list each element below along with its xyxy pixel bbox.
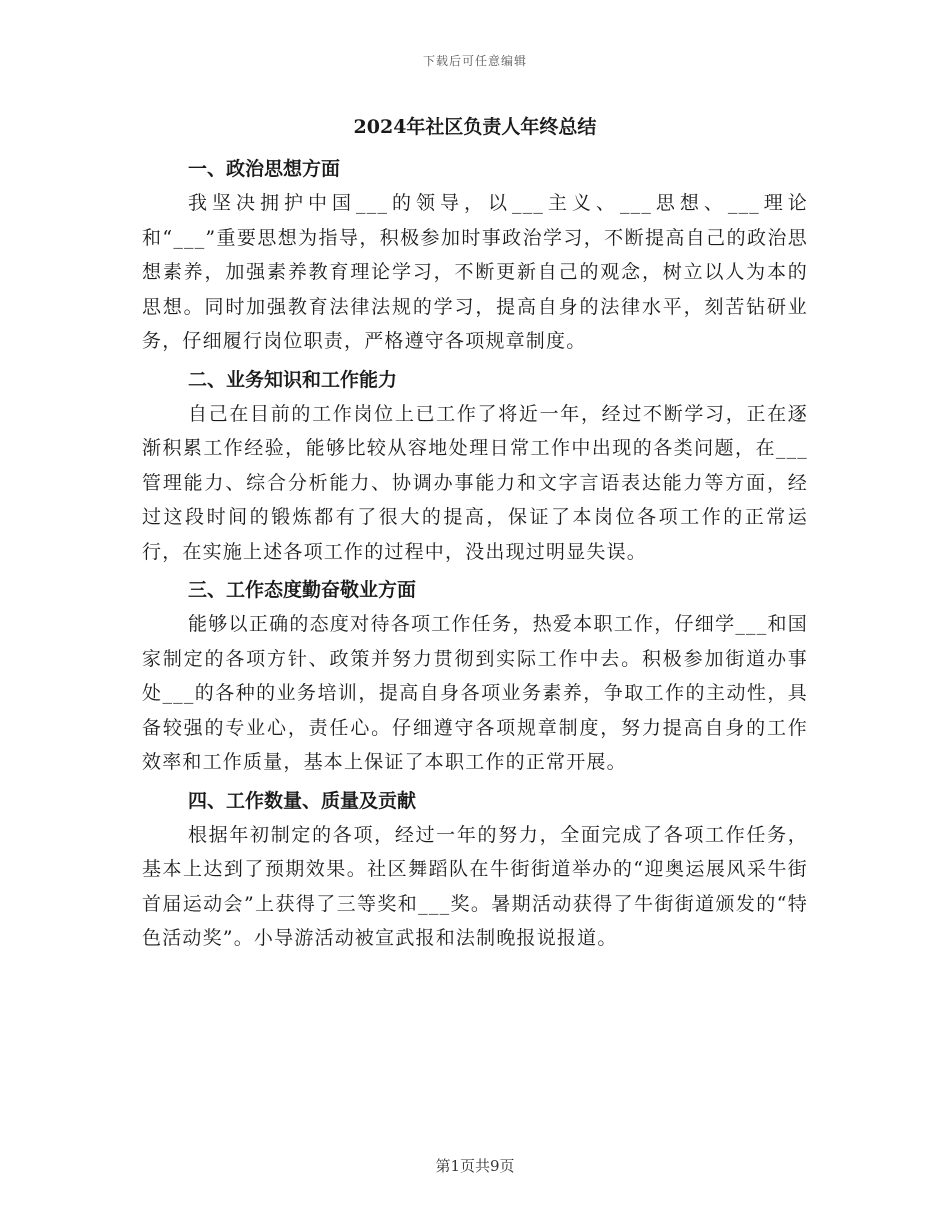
section-heading-4: 四、工作数量、质量及贡献: [188, 789, 417, 812]
section-heading-1: 一、政治思想方面: [188, 158, 341, 180]
page-number-footer: 第1页共9页: [435, 1157, 515, 1175]
section-paragraph-1: 我坚决拥护中国___的领导，以___主义、___思想、___理论和“___”重要思想为指导，积极参加时事政治学习，不断提高自己的政治思想素养，加强素养教育理论学习，不断更新自己的观念，树立以人为本的思想。同时加强教育法律法规的学习，提高自身的法律水平，刻苦钻研业务，仔细履行岗位职责，严格遵守各项规章制度。: [142, 192, 808, 352]
section-paragraph-3: 能够以正确的态度对待各项工作任务，热爱本职工作，仔细学___和国家制定的各项方针、政策并努力贯彻到实际工作中去。积极参加街道办事处___的各种的业务培训，提高自身各项业务素养，争取工作的主动性，具备较强的专业心，责任心。仔细遵守各项规章制度，努力提高自身的工作效率和工作质量，基本上保证了本职工作的正常开展。: [142, 613, 808, 773]
section-heading-2: 二、业务知识和工作能力: [188, 368, 398, 391]
page-header-note: 下载后可任意编辑: [422, 54, 527, 68]
section-paragraph-4: 根据年初制定的各项，经过一年的努力，全面完成了各项工作任务，基本上达到了预期效果。社区舞蹈队在牛街街道举办的“迎奥运展风采牛街首届运动会”上获得了三等奖和___奖。暑期活动获得了牛街街道颁发的“特色活动奖”。小导游活动被宣武报和法制晚报说报道。: [142, 823, 808, 949]
section-paragraph-2: 自己在目前的工作岗位上已工作了将近一年，经过不断学习，正在逐渐积累工作经验，能够比较从容地处理日常工作中出现的各类问题，在___管理能力、综合分析能力、协调办事能力和文字言语表达能力等方面，经过这段时间的锻炼都有了很大的提高，保证了本岗位各项工作的正常运行，在实施上述各项工作的过程中，没出现过明显失误。: [142, 402, 808, 563]
section-heading-3: 三、工作态度勤奋敬业方面: [188, 579, 417, 601]
document-title: 2024年社区负责人年终总结: [353, 116, 597, 138]
document-body: [142, 112, 808, 956]
